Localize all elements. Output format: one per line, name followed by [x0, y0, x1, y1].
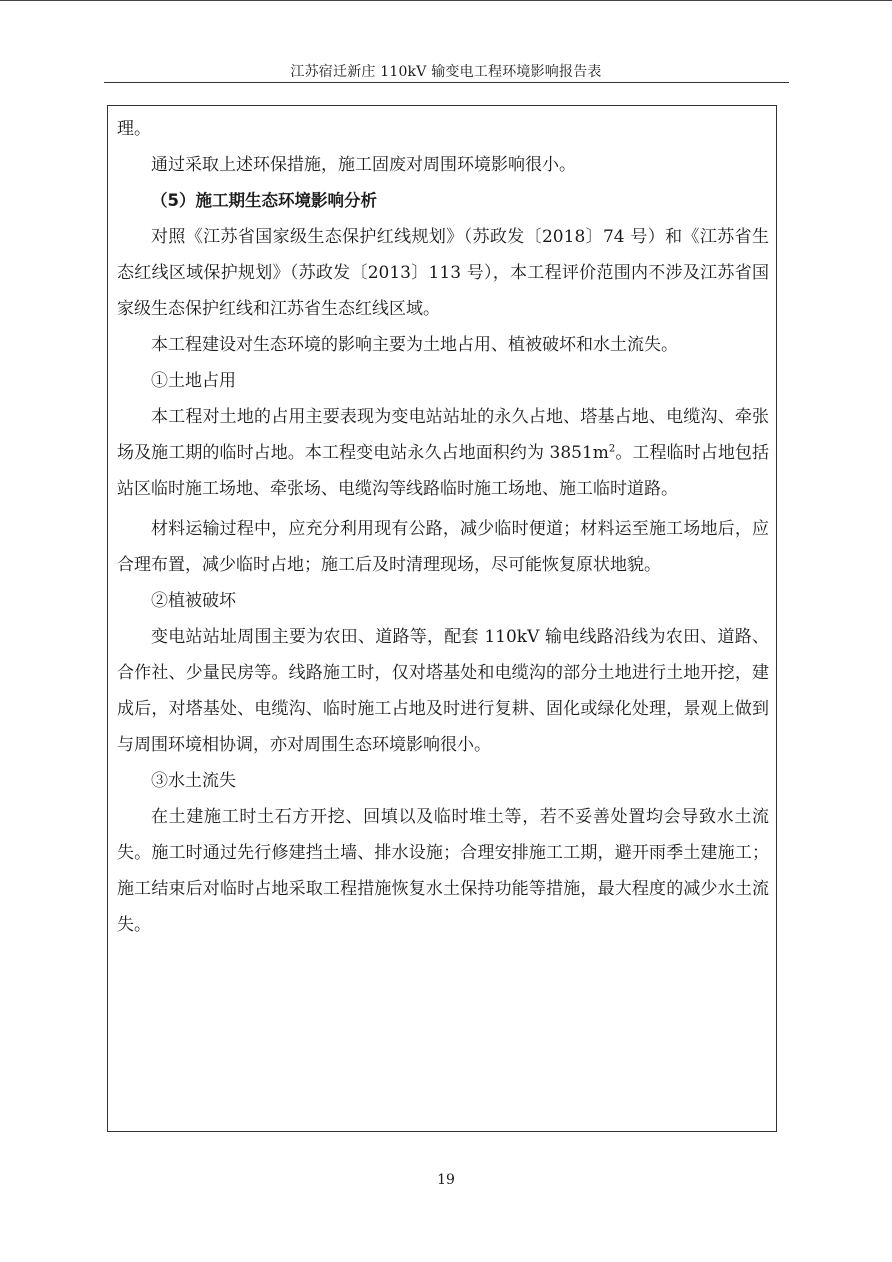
- header-divider: [104, 82, 789, 83]
- paragraph-solid-waste: 通过采取上述环保措施，施工固废对周围环境影响很小。: [151, 155, 576, 175]
- subheading-vegetation: ②植被破坏: [151, 591, 236, 611]
- land-use-superscript: 2: [608, 443, 616, 455]
- body-text: [117, 111, 769, 943]
- land-use-text-a: 本工程对土地的占用主要表现为变电站站址的永久占地、塔基占地、电缆沟、牵张场及施工期的临时占地。本工程变电站永久占地面积约为 3851m: [117, 407, 769, 463]
- page-top-border: [0, 0, 892, 1]
- land-use-text-b: 。工程临时占地包括站区临时施工场地、牵张场、电缆沟等线路临时施工场地、施工临时道路。: [117, 443, 769, 499]
- report-header-title: 江苏宿迁新庄 110kV 输变电工程环境影响报告表: [290, 64, 602, 80]
- paragraph-soil-erosion: 在土建施工时土石方开挖、回填以及临时堆土等，若不妥善处置均会导致水土流失。施工时通过先行修建挡土墙、排水设施；合理安排施工工期，避开雨季土建施工；施工结束后对临时占地采取工程措施恢复水土保持功能等措施，最大程度的减少水土流失。: [117, 807, 769, 935]
- paragraph-vegetation: 变电站站址周围主要为农田、道路等，配套 110kV 输电线路沿线为农田、道路、合作社、少量民房等。线路施工时，仅对塔基处和电缆沟的部分土地进行土地开挖，建成后，对塔基处、电缆沟、临时施工占地及时进行复耕、固化或绿化处理，景观上做到与周围环境相协调，亦对周围生态环境影响很小。: [117, 627, 769, 755]
- paragraph-material-transport: 材料运输过程中，应充分利用现有公路，减少临时便道；材料运至施工场地后，应合理布置，减少临时占地；施工后及时清理现场，尽可能恢复原状地貌。: [117, 519, 769, 575]
- subheading-land-use: ①土地占用: [151, 371, 236, 391]
- content-table-cell: [107, 105, 777, 1132]
- paragraph-land-use: [117, 399, 769, 507]
- section-heading-ecology: （5）施工期生态环境影响分析: [151, 191, 377, 210]
- subheading-soil-erosion: ③水土流失: [151, 771, 236, 791]
- paragraph-continuation: 理。: [117, 119, 151, 139]
- page-number: 19: [437, 1172, 455, 1188]
- paragraph-impact-summary: 本工程建设对生态环境的影响主要为土地占用、植被破坏和水土流失。: [151, 335, 678, 355]
- paragraph-redline: 对照《江苏省国家级生态保护红线规划》（苏政发〔2018〕74 号）和《江苏省生态红线区域保护规划》（苏政发〔2013〕113 号），本工程评价范围内不涉及江苏省国家级生态保护红线和江苏省生态红线区域。: [117, 227, 769, 319]
